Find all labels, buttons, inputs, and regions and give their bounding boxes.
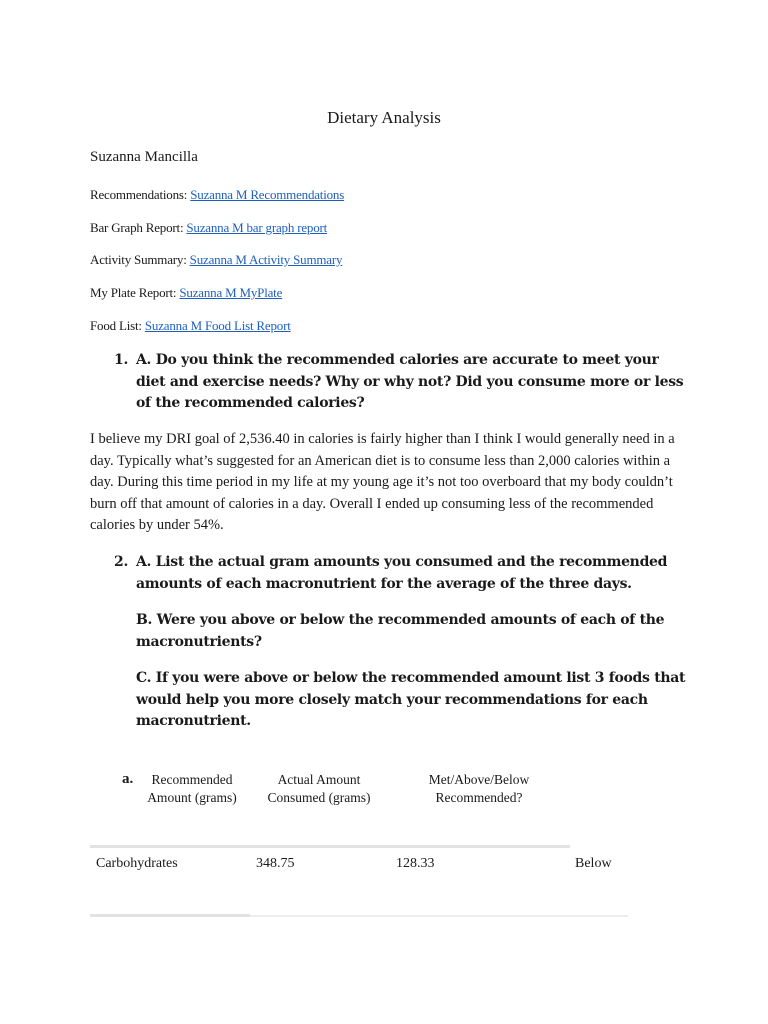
answer-1-paragraph: I believe my DRI goal of 2,536.40 in calories is fairly higher than I think I would generally need in a day. Typically what’s suggested for an American diet is to consume less than 2,000 calories within a day. During this time period in my life at my young age it’s not too overboard that my body couldn’t burn off that amount of calories in a day. Overall I ended up consuming less of the recommended calories by under 54%. (90, 431, 675, 533)
row-nutrient: Carbohydrates (96, 856, 178, 871)
header-status: Met/Above/Below Recommended? (428, 772, 530, 805)
question-2c-text: C. If you were above or below the recommended amount list 3 foods that would help you more closely match your recommendations for each macronutrient. (136, 670, 686, 729)
recommendations-link[interactable]: Suzanna M Recommendations (190, 187, 345, 202)
myplate-link[interactable]: Suzanna M MyPlate (179, 285, 283, 300)
question-2b-text: B. Were you above or below the recommended amounts of each of the macronutrients? (136, 612, 665, 650)
food-list-line (90, 318, 291, 334)
report-label: My Plate Report: (90, 285, 180, 300)
question-number: 2. (114, 554, 129, 570)
report-label: Bar Graph Report: (90, 220, 187, 235)
table-top-rule (90, 845, 570, 848)
bar-graph-report-link[interactable]: Suzanna M bar graph report (186, 220, 328, 235)
row-recommended: 348.75 (256, 856, 295, 871)
food-list-link[interactable]: Suzanna M Food List Report (144, 318, 291, 333)
activity-summary-line (90, 252, 342, 268)
table-list-marker: a. (122, 771, 134, 787)
header-recommended: Recommended Amount (grams) (147, 772, 237, 805)
activity-summary-link[interactable]: Suzanna M Activity Summary (189, 252, 343, 267)
table-bottom-rule-accent (90, 914, 250, 917)
row-status: Below (575, 856, 612, 871)
bar-graph-report-line (90, 220, 327, 236)
report-label: Activity Summary: (90, 252, 190, 267)
question-text: A. Do you think the recommended calories are accurate to meet your diet and exercise needs? Why or why not? Did you consume more or less of the recommended calories? (136, 352, 684, 411)
row-actual: 128.33 (396, 856, 435, 871)
header-actual: Actual Amount Consumed (grams) (267, 772, 371, 805)
report-label: Food List: (90, 318, 145, 333)
myplate-report-line (90, 285, 282, 301)
question-number: 1. (114, 352, 129, 368)
document-title: Dietary Analysis (327, 108, 441, 127)
question-2 (114, 552, 684, 595)
question-1 (114, 350, 684, 415)
question-2a-text: A. List the actual gram amounts you consumed and the recommended amounts of each macronutrient for the average of the three days. (136, 554, 668, 592)
recommendations-report-line (90, 187, 344, 203)
report-label: Recommendations: (90, 187, 191, 202)
author-name: Suzanna Mancilla (90, 149, 198, 165)
